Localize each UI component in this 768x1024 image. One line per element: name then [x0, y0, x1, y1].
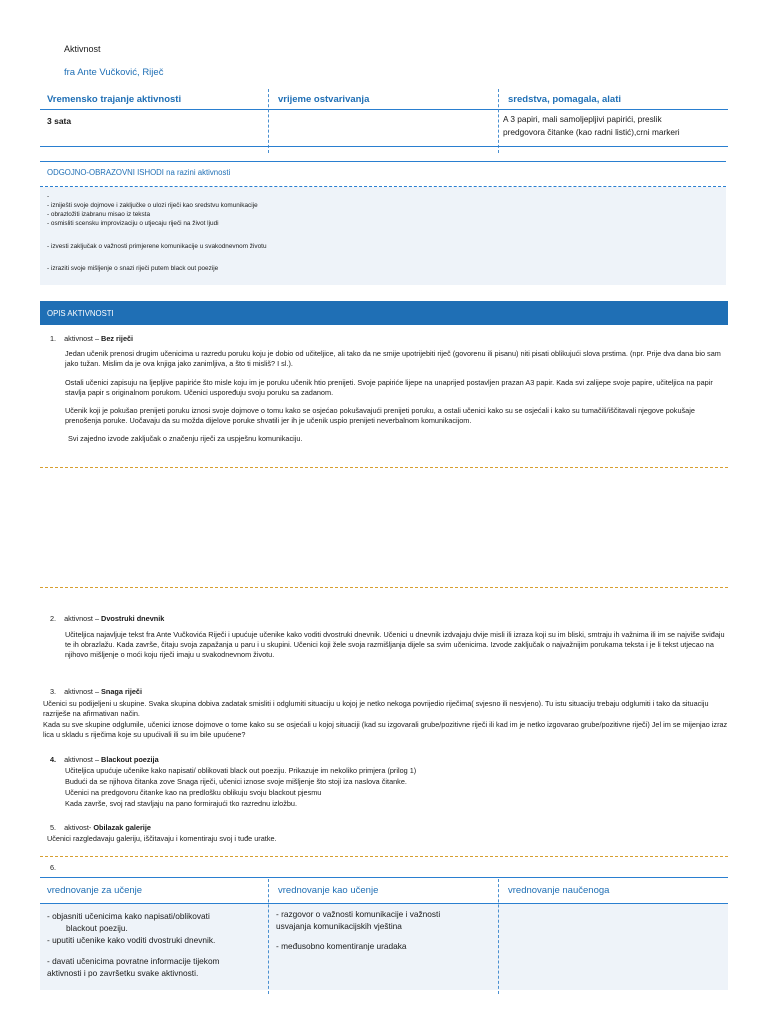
outcome-item: - izraziti svoje mišljenje o snazi riječi putem black out poezije — [47, 265, 219, 272]
eval-for-learning-item: aktivnosti i po završetku svake aktivnosti. — [47, 968, 199, 978]
section-divider — [40, 467, 728, 468]
outcomes-title: ODGOJNO-OBRAZOVNI ISHODI na razini aktivnosti — [47, 168, 231, 177]
activity-4-line: Budući da se njihova čitanka zove Snaga riječi, učenici iznose svoje mišljenje što stoji iza naslova čitanke. — [65, 777, 407, 786]
opis-banner — [40, 301, 728, 325]
activity-1-heading — [50, 334, 133, 344]
activity-4-name: Blackout poezija — [101, 755, 159, 764]
resources-header: sredstva, pomagala, alati — [508, 94, 621, 105]
activity-2-prefix: aktivnost – — [64, 614, 102, 623]
activity-3-paragraph-1: Učenici su podijeljeni u skupine. Svaka skupina dobiva zadatak smisliti i odglumiti situaciju u kojoj je netko nekoga povrijedio riječima( svjesno ili nesvjeno). Tu istu situaciju trebaju odglumiti i tako da situaciju razriješe na afirmativan način. — [43, 699, 709, 718]
activity-1-paragraph-1: Jedan učenik prenosi drugim učenicima u razredu poruku koju je dobio od učiteljice, ali tako da ne smije upotrijebiti riječ (govorenu ili pisanu) niti pisati oblikujući slova prstima. (npr. Prije dva dana bio sam jako tužan. Mislim da je ova knjiga jako zanimljiva, a što ti misliš? I sl.). — [65, 349, 721, 368]
realization-time-header: vrijeme ostvarivanja — [278, 94, 370, 105]
duration-value: 3 sata — [47, 116, 72, 126]
eval-as-learning-header: vrednovanje kao učenje — [278, 885, 379, 896]
activity-4-line: Učenici na predgovoru čitanke kao na predlošku oblikuju svoju blackout pjesmu — [65, 788, 322, 797]
eval-as-learning-item: usvajanja komunikacijskih vještina — [276, 921, 402, 931]
activity-4-heading — [50, 755, 159, 765]
eval-table-divider-1 — [268, 879, 269, 994]
activity-1-number: 1. — [50, 334, 57, 343]
activity-3-number: 3. — [50, 687, 57, 696]
activity-5-name: Obilazak galerije — [93, 823, 151, 832]
resources-line-2: predgovora čitanke (kao radni listić),crni markeri — [503, 127, 680, 137]
outcome-item: - osmisliti scensku improvizaciju o utjecaju riječi na život ljudi — [47, 220, 219, 227]
activity-4-line: Učiteljica upućuje učenike kako napisati/ oblikovati black out poeziju. Prikazuje im nekoliko primjera (prilog 1) — [65, 766, 417, 775]
outcomes-top-rule — [40, 161, 726, 162]
eval-of-learning-header: vrednovanje naučenoga — [508, 885, 610, 896]
activity-3-prefix: aktivnost – — [64, 687, 102, 696]
opis-title: OPIS AKTIVNOSTI — [47, 309, 114, 318]
activity-5-prefix: aktivost- — [64, 823, 94, 832]
activity-4-line: Kada završe, svoj rad stavljaju na pano formirajući tko razrednu izložbu. — [65, 799, 297, 808]
eval-as-learning-item: - međusobno komentiranje uradaka — [276, 941, 407, 951]
eval-for-learning-item: - davati učenicima povratne informacije tijekom — [47, 956, 220, 966]
eval-for-learning-item: - objasniti učenicima kako napisati/oblikovati — [47, 911, 210, 921]
resources-line-1: A 3 papiri, mali samoljepljivi papirići, preslik — [503, 114, 662, 124]
top-table-bottom-rule — [40, 146, 728, 147]
outcome-item: - izvesti zaključak o važnosti primjerene komunikacije u svakodnevnom životu — [47, 243, 267, 250]
author-title: fra Ante Vučković, Riječ — [64, 67, 164, 78]
activity-4-prefix: aktivnost – — [64, 755, 102, 764]
top-table-divider-2 — [498, 89, 499, 153]
activity-1-name: Bez riječi — [101, 334, 134, 343]
section-divider — [40, 856, 728, 857]
activity-3-name: Snaga riječi — [101, 687, 143, 696]
activity-5-number: 5. — [50, 823, 57, 832]
activity-label: Aktivnost — [64, 44, 101, 54]
activity-2-paragraph: Učiteljica najavljuje tekst fra Ante Vučkovića Riječi i upućuje učenike kako voditi dvostruki dnevnik. Učenici u dnevnik izdvajaju dvije misli ili izraza koji su im bliski, smtraju ih važnima ili im se najviše sviđaju te ih obrazlažu. Kada završe, čitaju svoja zapažanja u paru i u skupini. Učenici koji žele svoja razmišljanja dijele sa svim učenicima. Izvode zaključak o najvažnijim porukama teksta i je li tekst utjecao na njihovo mišljenje o moći koju riječi imaju u svakodnevnom životu. — [65, 630, 725, 659]
eval-table-divider-2 — [498, 879, 499, 994]
outcome-item: - izniješti svoje dojmove i zaključke o ulozi riječi kao sredstvu komunikacije — [47, 202, 258, 209]
activity-2-heading — [50, 614, 164, 624]
section-divider — [40, 587, 728, 588]
top-table-divider-1 — [268, 89, 269, 153]
activity-6-number: 6. — [50, 863, 57, 872]
eval-for-learning-item: - uputiti učenike kako voditi dvostruki dnevnik. — [47, 935, 216, 945]
outcome-item: - — [47, 193, 50, 200]
activity-3-paragraph-2: Kada su sve skupine odglumile, učenici iznose dojmove o tome kako su se osjećali u kojoj situaciji (kad su izgovarali grube/pozitivne riječi ili kad im je netko izgovarao grube/pozitivne riječi) Jel im se mijenjao izraz lica u skladu s riječima koje su upućivali ili su im bile upućene? — [43, 720, 728, 739]
activity-2-number: 2. — [50, 614, 57, 623]
activity-1-prefix: aktivnost – — [64, 334, 102, 343]
top-table-header-rule — [40, 109, 728, 110]
activity-4-number: 4. — [50, 755, 57, 764]
activity-1-paragraph-2: Ostali učenici zapisuju na ljepljive papiriće što misle koju im je poruku učenik htio prenijeti. Svoje papiriće lijepe na unaprijed postavljen prazan A3 papir. Kada svi zalijepe svoje papire, učiteljica na papir stavlja papir s originalnom porukom. Učenici uspoređuju svoju poruku sa zadanom. — [65, 378, 713, 397]
activity-3-heading — [50, 687, 142, 697]
activity-1-paragraph-4: Svi zajedno izvode zaključak o značenju riječi za uspješnu komunikaciju. — [68, 434, 303, 443]
activity-5-heading — [50, 823, 151, 833]
duration-header: Vremensko trajanje aktivnosti — [47, 94, 182, 105]
activity-5-paragraph: Učenici razgledavaju galeriju, iščitavaju i komentiraju svoj i tuđe uratke. — [47, 834, 277, 843]
eval-for-learning-item: blackout poeziju. — [66, 923, 128, 933]
outcome-item: - obrazložiti izabranu misao iz teksta — [47, 211, 151, 218]
eval-for-learning-header: vrednovanje za učenje — [47, 885, 143, 896]
activity-2-name: Dvostruki dnevnik — [101, 614, 165, 623]
eval-table-top-rule — [40, 877, 728, 878]
activity-1-paragraph-3: Učenik koji je pokušao prenijeti poruku iznosi svoje dojmove o tomu kako se osjećao pokušavajući prenijeti poruku, a ostali učenici kako su se osjećali i kako su tumačili/iščitavali njegove pokušaje prenošenja poruke. Uočavaju da su možda dijelove poruke shvatili jer ih je učenik uspio prenijeti neverbalnom komunikacijom. — [65, 406, 695, 425]
eval-as-learning-item: - razgovor o važnosti komunikacije i važnosti — [276, 909, 441, 919]
